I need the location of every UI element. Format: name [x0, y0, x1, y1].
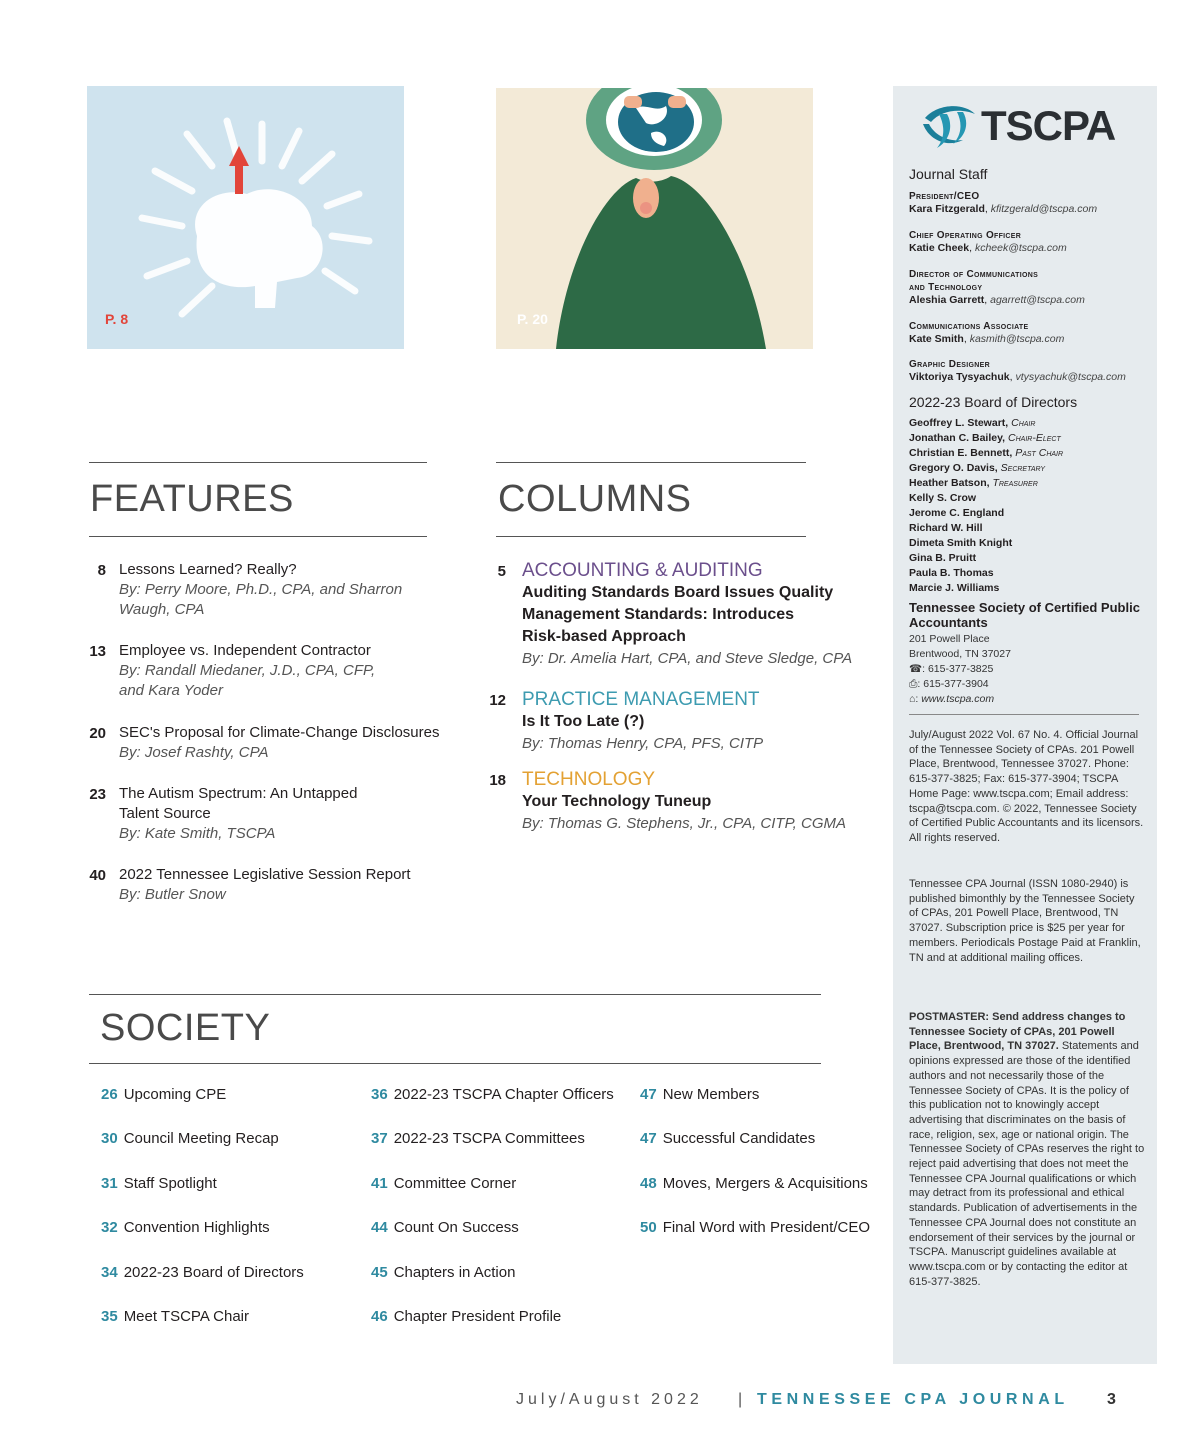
phone-icon: ☎	[909, 663, 923, 675]
board-member: Gregory O. Davis, Secretary	[909, 462, 1045, 474]
society-item[interactable]	[640, 1086, 759, 1103]
staff-name: Kate Smith	[909, 333, 964, 345]
tscpa-swirl-icon	[917, 100, 979, 150]
features-top-rule	[89, 462, 427, 463]
society-item[interactable]	[371, 1175, 516, 1192]
staff-email[interactable]: kfitzgerald@tscpa.com	[990, 203, 1098, 215]
feature-byline: By: Perry Moore, Ph.D., CPA, and Sharron	[119, 581, 403, 598]
staff-entry: Chief Operating Officer Katie Cheek, kcheek@tscpa.com	[909, 229, 1145, 255]
column-page-num: 12	[489, 692, 506, 709]
society-label: 2022-23 TSCPA Committees	[393, 1130, 585, 1147]
society-page-num: 46	[371, 1308, 388, 1325]
society-item[interactable]	[640, 1219, 870, 1236]
society-item[interactable]	[101, 1219, 270, 1236]
staff-entry: Communications Associate Kate Smith, kasmith@tscpa.com	[909, 320, 1145, 346]
feature-item[interactable]	[84, 723, 444, 763]
column-title[interactable]: Your Technology Tuneup	[522, 793, 712, 810]
society-heading: SOCIETY	[100, 1007, 271, 1049]
society-item[interactable]	[371, 1130, 585, 1147]
society-label: Committee Corner	[393, 1175, 517, 1192]
staff-entry: President/CEO Kara Fitzgerald, kfitzgerald@tscpa.com	[909, 190, 1145, 216]
society-label: Council Meeting Recap	[123, 1130, 279, 1147]
society-page-num: 47	[640, 1086, 657, 1103]
org-address: 201 Powell Place	[909, 633, 990, 645]
journal-staff-heading: Journal Staff	[909, 166, 988, 182]
staff-email[interactable]: kasmith@tscpa.com	[969, 333, 1065, 345]
board-member: Kelly S. Crow	[909, 492, 977, 504]
sidebar-rule	[909, 714, 1139, 715]
column-title[interactable]: Auditing Standards Board Issues Quality	[522, 584, 834, 601]
society-item[interactable]	[371, 1308, 561, 1325]
board-member: Dimeta Smith Knight	[909, 537, 1013, 549]
column-byline: By: Thomas Henry, CPA, PFS, CITP	[522, 735, 764, 752]
feature-title-cont[interactable]: Talent Source	[119, 805, 211, 822]
features-heading: FEATURES	[90, 478, 294, 520]
board-member: Gina B. Pruitt	[909, 552, 977, 564]
staff-name: Katie Cheek	[909, 242, 970, 254]
society-bottom-rule	[89, 1063, 821, 1064]
column-item[interactable]	[486, 560, 876, 669]
society-page-num: 47	[640, 1130, 657, 1147]
staff-name: Viktoriya Tysyachuk	[909, 371, 1010, 383]
feature-byline-cont: and Kara Yoder	[119, 682, 223, 699]
brain-arrows-image	[87, 86, 404, 349]
feature-page-num: 13	[89, 643, 106, 660]
org-fax: 615-377-3904	[923, 678, 989, 690]
society-item[interactable]	[101, 1264, 304, 1281]
column-byline: By: Dr. Amelia Hart, CPA, and Steve Sledge, CPA	[522, 650, 853, 667]
feature-page-num: 23	[89, 786, 106, 803]
board-member: Richard W. Hill	[909, 522, 983, 534]
staff-name: Aleshia Garrett	[909, 294, 985, 306]
society-page-num: 30	[101, 1130, 118, 1147]
board-member: Christian E. Bennett, Past Chair	[909, 447, 1064, 459]
column-page-num: 18	[489, 772, 506, 789]
feature-byline: By: Randall Miedaner, J.D., CPA, CFP,	[119, 662, 376, 679]
society-label: 2022-23 Board of Directors	[123, 1264, 304, 1281]
feature-page-num: 40	[89, 867, 106, 884]
society-item[interactable]	[371, 1219, 519, 1236]
society-item[interactable]	[101, 1175, 217, 1192]
columns-top-rule	[496, 462, 806, 463]
feature-title[interactable]: 2022 Tennessee Legislative Session Report	[119, 866, 411, 883]
society-page-num: 35	[101, 1308, 118, 1325]
feature-byline: By: Butler Snow	[119, 886, 226, 903]
feature-title[interactable]: The Autism Spectrum: An Untapped	[119, 785, 358, 802]
society-label: 2022-23 TSCPA Chapter Officers	[393, 1086, 614, 1103]
page-ref-20: P. 20	[517, 311, 548, 327]
society-item[interactable]	[371, 1086, 614, 1103]
board-member: Paula B. Thomas	[909, 567, 994, 579]
footer-page-number: 3	[1107, 1391, 1116, 1408]
masthead-sidebar	[893, 86, 1157, 1364]
society-label: Meet TSCPA Chair	[123, 1308, 250, 1325]
tscpa-logo	[909, 100, 1145, 150]
society-item[interactable]	[640, 1175, 868, 1192]
column-title-cont[interactable]: Management Standards: Introduces	[522, 606, 795, 623]
feature-item[interactable]	[84, 865, 444, 905]
society-label: Final Word with President/CEO	[662, 1219, 870, 1236]
feature-page-num: 8	[97, 562, 106, 579]
tscpa-logo-text: TSCPA	[981, 102, 1116, 149]
column-category: ACCOUNTING & AUDITING	[522, 560, 763, 581]
society-item[interactable]	[371, 1264, 515, 1281]
column-item[interactable]	[486, 769, 876, 834]
footer-journal: TENNESSEE CPA JOURNAL	[757, 1391, 1069, 1408]
postmaster-notice	[909, 1010, 1145, 1289]
staff-role: Communications Associate	[909, 321, 1029, 332]
society-label: Moves, Mergers & Acquisitions	[662, 1175, 868, 1192]
org-web[interactable]: www.tscpa.com	[921, 693, 995, 705]
staff-name: Kara Fitzgerald	[909, 203, 985, 215]
footer-separator: |	[738, 1391, 743, 1408]
feature-page-num: 20	[89, 725, 106, 742]
page-ref-8: P. 8	[105, 311, 129, 327]
staff-role: Director of Communications	[909, 269, 1039, 280]
society-label: Successful Candidates	[662, 1130, 816, 1147]
staff-role-cont: and Technology	[909, 282, 983, 293]
staff-email[interactable]: agarrett@tscpa.com	[990, 294, 1085, 306]
feature-item[interactable]	[84, 784, 444, 844]
fax-icon: ⎙	[909, 678, 918, 690]
postmaster-text: Statements and opinions expressed are those of the identified authors and not necessarily those of the Tennessee Society of CPAs. It is the policy of this publication not to knowingly accept advertising that discriminates on the basis of race, religion, sex, age or national origin. The Tennessee Society of CPAs reserves the right to reject paid advertising that does not meet the Tennessee CPA Journal qualifications or which may detract from its professional and ethical standards. Publication of advertisements in the Tennessee CPA Journal does not constitute an endorsement of their services by the journal or TSCPA. Manuscript guidelines available at www.tscpa.com or by contacting the editor at 615-377-3825.	[909, 1040, 1145, 1288]
columns-heading: COLUMNS	[498, 478, 692, 520]
board-heading: 2022-23 Board of Directors	[909, 394, 1078, 410]
web-icon: ⌂	[909, 693, 916, 705]
society-page-num: 50	[640, 1219, 657, 1236]
society-label: Count On Success	[393, 1219, 519, 1236]
feature-title[interactable]: SEC's Proposal for Climate-Change Disclosures	[119, 724, 440, 741]
earth-hug-illustration	[496, 88, 813, 349]
feature-byline: By: Josef Rashty, CPA	[119, 744, 269, 761]
column-byline: By: Thomas G. Stephens, Jr., CPA, CITP, CGMA	[522, 815, 846, 832]
feature-byline: By: Kate Smith, TSCPA	[119, 825, 276, 842]
society-top-rule	[89, 994, 821, 995]
staff-role: Graphic Designer	[909, 359, 990, 370]
column-title-cont[interactable]: Risk-based Approach	[522, 628, 686, 645]
board-member: Geoffrey L. Stewart, Chair	[909, 417, 1036, 429]
society-page-num: 34	[101, 1264, 118, 1281]
society-item[interactable]	[101, 1308, 249, 1325]
board-list	[909, 416, 1145, 596]
society-page-num: 32	[101, 1219, 118, 1236]
publication-info: July/August 2022 Vol. 67 No. 4. Official Journal of the Tennessee Society of CPAs. 201 Powell Place, Brentwood, Tennessee 37027. Phone: 615-377-3825; Fax: 615-377-3904; TSCPA Home Page: www.tscpa.com; Email address: tscpa@tscpa.com. © 2022, Tennessee Society of Certified Public Accountants and its licensors. All rights reserved.	[909, 729, 1144, 844]
column-item[interactable]	[486, 689, 876, 754]
society-item[interactable]	[101, 1130, 279, 1147]
society-page-num: 44	[371, 1219, 388, 1236]
feature-title[interactable]: Employee vs. Independent Contractor	[119, 642, 371, 659]
org-contact: 201 Powell Place Brentwood, TN 37027 ☎: 615-377-3825 ⎙: 615-377-3904 ⌂: www.tscpa.com	[909, 632, 1145, 707]
staff-entry: Graphic Designer Viktoriya Tysyachuk, vtysyachuk@tscpa.com	[909, 358, 1145, 384]
society-label: Convention Highlights	[123, 1219, 270, 1236]
society-page-num: 31	[101, 1175, 118, 1192]
staff-entry: Director of Communications and Technology Aleshia Garrett, agarrett@tscpa.com	[909, 268, 1145, 307]
staff-email[interactable]: vtysyachuk@tscpa.com	[1015, 371, 1126, 383]
feature-title[interactable]: Lessons Learned? Really?	[119, 561, 297, 578]
feature-item[interactable]	[84, 560, 444, 620]
column-title[interactable]: Is It Too Late (?)	[522, 713, 645, 730]
society-page-num: 26	[101, 1086, 118, 1103]
staff-email[interactable]: kcheek@tscpa.com	[974, 242, 1067, 254]
society-page-num: 48	[640, 1175, 657, 1192]
board-member: Jonathan C. Bailey, Chair-Elect	[909, 432, 1061, 444]
society-label: Chapter President Profile	[393, 1308, 562, 1325]
earth-hug-image	[496, 88, 813, 349]
org-name: Tennessee Society of Certified Public Accountants	[909, 600, 1140, 630]
feature-byline-cont: Waugh, CPA	[119, 601, 205, 618]
feature-item[interactable]	[84, 641, 444, 701]
column-page-num: 5	[497, 563, 506, 580]
society-page-num: 37	[371, 1130, 388, 1147]
org-phone: 615-377-3825	[927, 663, 994, 675]
society-page-num: 45	[371, 1264, 388, 1281]
society-label: New Members	[662, 1086, 760, 1103]
footer-issue: July/August 2022	[516, 1391, 703, 1408]
society-item[interactable]	[101, 1086, 226, 1103]
society-page-num: 36	[371, 1086, 388, 1103]
column-category: TECHNOLOGY	[522, 769, 656, 790]
staff-role: Chief Operating Officer	[909, 230, 1022, 241]
society-item[interactable]	[640, 1130, 815, 1147]
issn-info: Tennessee CPA Journal (ISSN 1080-2940) is published bimonthly by the Tennessee Society of CPAs, 201 Powell Place, Brentwood, TN 37027. Subscription price is $25 per year for members. Periodicals Postage Paid at Franklin, TN and at additional mailing offices.	[909, 878, 1141, 964]
board-member: Jerome C. England	[909, 507, 1005, 519]
org-city: Brentwood, TN 37027	[909, 648, 1011, 660]
features-bottom-rule	[89, 536, 427, 537]
board-member: Marcie J. Williams	[909, 582, 1000, 594]
society-label: Upcoming CPE	[123, 1086, 227, 1103]
board-member: Heather Batson, Treasurer	[909, 477, 1038, 489]
society-label: Chapters in Action	[393, 1264, 516, 1281]
postmaster-bold: POSTMASTER: Send address changes to Tennessee Society of CPAs, 201 Powell Place, Brentwood, TN 37027.	[909, 1011, 1126, 1053]
brain-illustration	[87, 86, 404, 349]
column-category: PRACTICE MANAGEMENT	[522, 689, 760, 710]
staff-role: President/CEO	[909, 191, 980, 202]
columns-bottom-rule	[496, 536, 806, 537]
society-page-num: 41	[371, 1175, 388, 1192]
society-label: Staff Spotlight	[123, 1175, 217, 1192]
